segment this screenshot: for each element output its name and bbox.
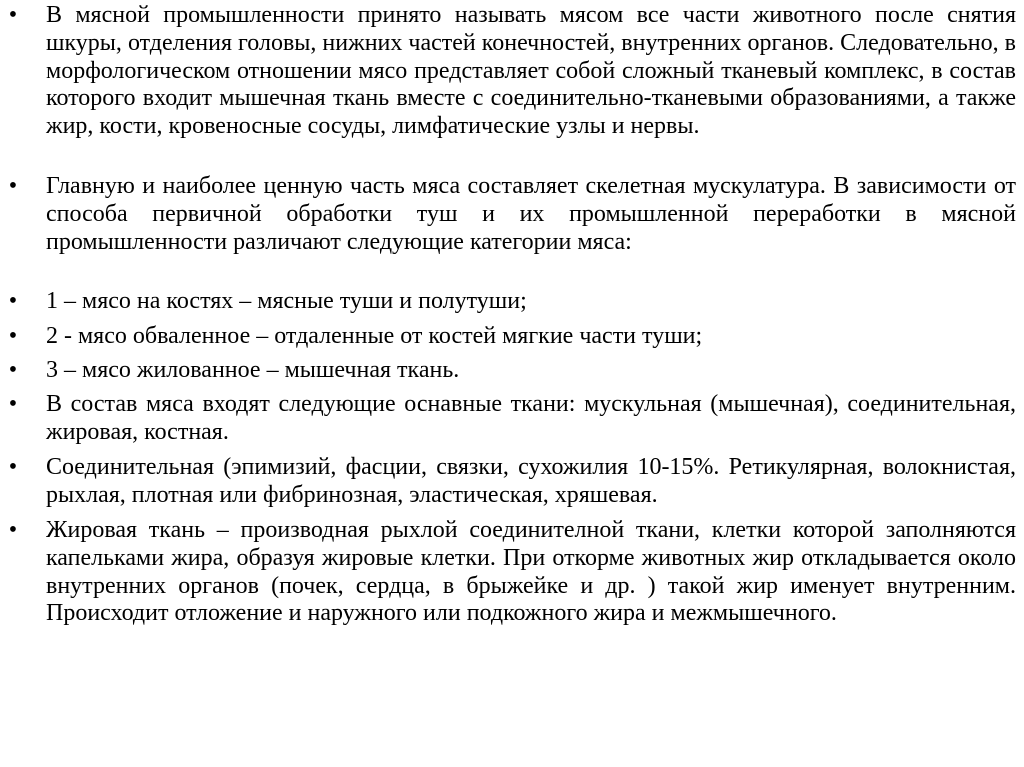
list-item-text: В состав мяса входят следующие оснавные ткани: мускульная (мышечная), соединительная, жировая, костная. (46, 391, 1016, 445)
bullet-icon: • (8, 288, 18, 314)
bullet-icon: • (8, 323, 18, 349)
bullet-icon: • (8, 454, 18, 480)
bullet-icon: • (8, 357, 18, 383)
list-item-text: В мясной промышленности принято называть мясом все части животного после снятия шкуры, отделения головы, нижних частей конечностей, внутренних органов. Следовательно, в морфологическом отношении мясо представляет собой сложный тканевый комплекс, в состав которого входит мышечная ткань вместе с соединительно-тканевыми образованиями, а также жир, кости, кровеносные сосуды, лимфатические узлы и нервы. (46, 2, 1016, 140)
bullet-icon: • (8, 2, 18, 28)
list-item-text: Жировая ткань – производная рыхлой соединителной ткани, клетки которой заполняются капельками жира, образуя жировые клетки. При откорме животных жир откладывается около внутренних органов (почек, сердца, в брыжейке и др. ) такой жир именует внутренним. Происходит отложение и наружного или подкожного жира и межмышечного. (46, 517, 1016, 627)
list-item-text: Соединительная (эпимизий, фасции, связки, сухожилия 10-15%. Ретикулярная, волокнистая, рыхлая, плотная или фибринозная, эластическая, хряшевая. (46, 454, 1016, 508)
bullet-icon: • (8, 517, 18, 543)
list-item-text: 2 - мясо обваленное – отдаленные от костей мягкие части туши; (46, 323, 703, 349)
bullet-icon: • (8, 173, 18, 199)
list-item-text: 3 – мясо жилованное – мышечная ткань. (46, 357, 460, 383)
list-item-text: Главную и наиболее ценную часть мяса составляет скелетная мускулатура. В зависимости от способа первичной обработки туш и их промышленной переработки в мясной промышленности различают следующие категории мяса: (46, 173, 1016, 255)
list-item-text: 1 – мясо на костях – мясные туши и полутуши; (46, 288, 527, 314)
bullet-icon: • (8, 391, 18, 417)
